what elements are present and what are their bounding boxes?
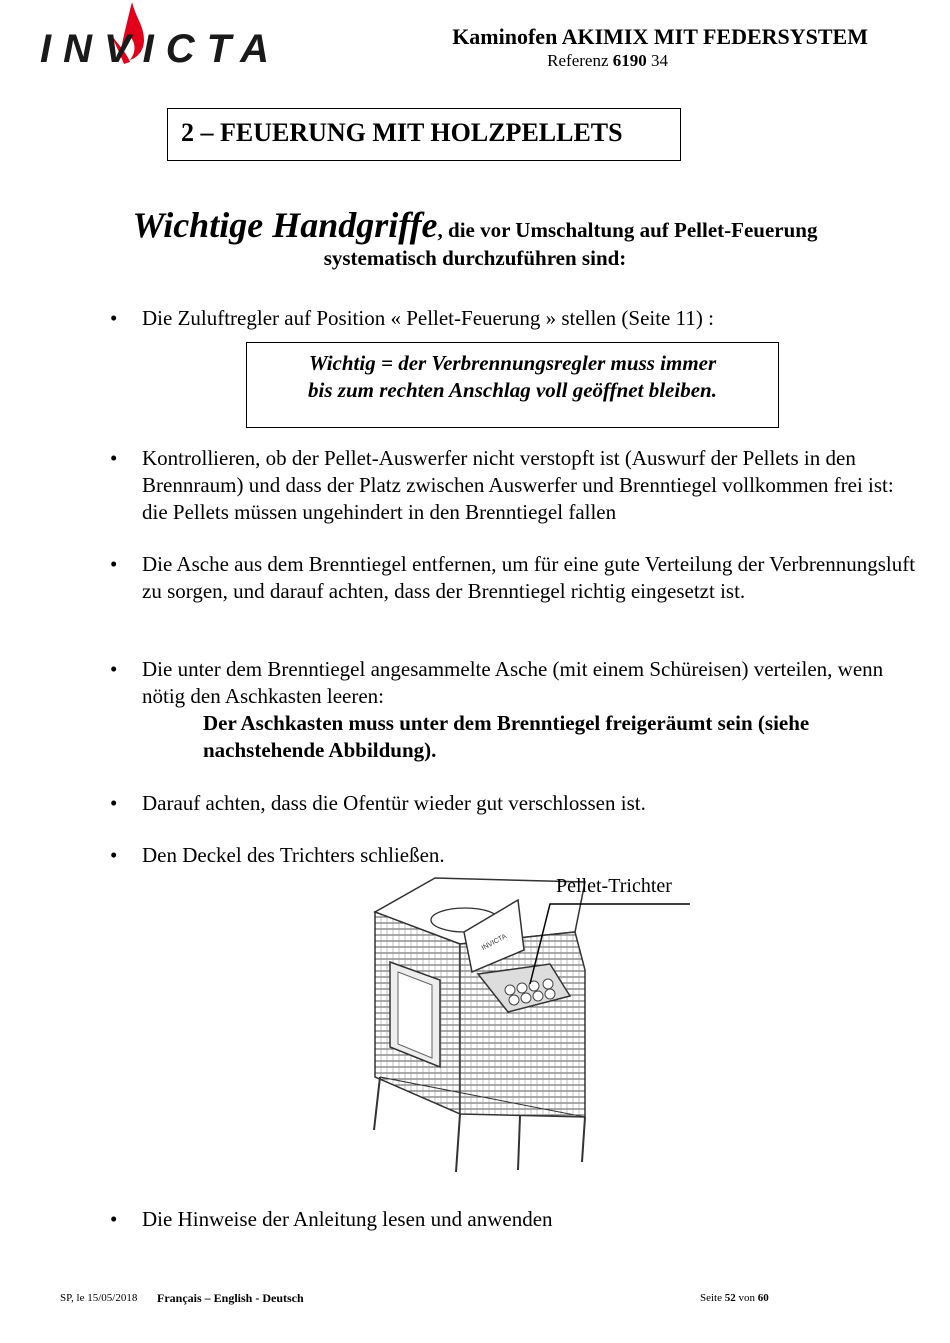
lid-logo-text: INVICTA [480,933,508,952]
list-item: • Die Hinweise der Anleitung lesen und anwenden [110,1207,553,1231]
list-item: • Die Asche aus dem Brenntiegel entfernen, um für eine gute Verteilung der Verbrennungsluft zu sorgen, und darauf achten, dass der Brenntiegel richtig eingesetzt ist. [110,552,916,603]
heading-line2: systematisch durchzuführen sind: [323,246,627,270]
list-item: • Die unter dem Brenntiegel angesammelte Asche (mit einem Schüreisen) verteilen, wenn nötig den Aschkasten leeren: Der Aschkasten muss unter dem Brenntiegel freigeräumt sein (siehe nachstehende Abbildung). [110,656,920,764]
reference-code: 6190 [612,51,647,70]
list-item: • Darauf achten, dass die Ofentür wieder gut verschlossen ist. [110,791,646,815]
list-item: • Kontrollieren, ob der Pellet-Auswerfer nicht verstopft ist (Auswurf der Pellets in den Brennraum) und dass der Platz zwischen Auswerfer und Brenntiegel vollkommen frei ist: die Pellets müssen ungehindert in den Brenntiegel fallen [110,446,894,524]
heading-emphasis: Wichtige Handgriffe [132,205,438,245]
page-number: Seite 52 von 60 [700,1292,769,1304]
bullet-icon: • [110,1207,118,1231]
bullet-icon: • [110,552,118,576]
main-heading [0,204,950,271]
heading-rest: , die vor Umschaltung auf Pellet-Feuerung [437,218,818,242]
section-title: 2 – FEUERUNG MIT HOLZPELLETS [167,108,681,161]
svg-text:INVICTA: INVICTA [40,27,270,71]
reference-number [0,51,668,71]
reference-suffix: 34 [651,51,668,70]
bullet-icon: • [110,446,118,470]
list-item: • Den Deckel des Trichters schließen. [110,843,445,867]
important-line1: Wichtig = der Verbrennungsregler muss immer [308,351,717,375]
stove-illustration [360,872,700,1202]
bullet-icon: • [110,843,118,867]
pellet-hopper-label: Pellet-Trichter [556,875,672,897]
ashbox-note: Der Aschkasten muss unter dem Brenntiegel freigeräumt sein (siehe nachstehende Abbildung). [203,711,810,762]
reference-label: Referenz [547,51,609,70]
bullet-icon: • [110,657,118,681]
document-title: Kaminofen AKIMIX MIT FEDERSYSTEM [452,24,868,49]
important-line2: bis zum rechten Anschlag voll geöffnet bleiben. [308,378,717,402]
footer-date: SP, le 15/05/2018 [60,1292,138,1304]
bullet-icon: • [110,791,118,815]
footer-languages: Français – English - Deutsch [157,1291,304,1305]
bullet-icon: • [110,306,118,330]
important-note-box [246,342,779,428]
list-item: • Die Zuluftregler auf Position « Pellet-Feuerung » stellen (Seite 11) : [110,306,714,330]
